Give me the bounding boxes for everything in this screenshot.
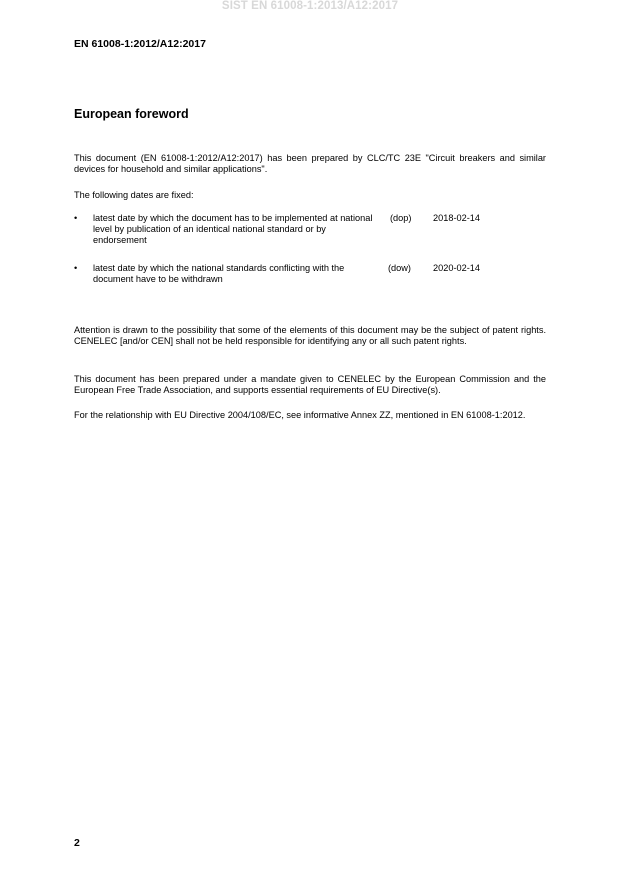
date-code: (dop): [390, 213, 412, 223]
date-value: 2018-02-14: [433, 213, 480, 223]
bullet-icon: •: [74, 263, 78, 273]
directive-paragraph: For the relationship with EU Directive 2004/108/EC, see informative Annex ZZ, mentioned in EN 61008-1:2012.: [74, 410, 526, 420]
dates-intro-paragraph: The following dates are fixed:: [74, 190, 194, 200]
date-description: latest date by which the document has to be implemented at national level by publication of an identical national standard or by endorsement: [93, 213, 373, 245]
bullet-icon: •: [74, 213, 78, 223]
intro-paragraph: This document (EN 61008-1:2012/A12:2017) has been prepared by CLC/TC 23E "Circuit breakers and similar devices for household and similar applications".: [74, 153, 546, 174]
patent-notice-paragraph: Attention is drawn to the possibility that some of the elements of this document may be the subject of patent rights. CENELEC [and/or CEN] shall not be held responsible for identifying any or all such patent rights.: [74, 325, 546, 346]
section-title: European foreword: [74, 107, 189, 121]
date-description: latest date by which the national standards conflicting with the document have to be withdrawn: [93, 263, 345, 284]
date-code: (dow): [388, 263, 411, 273]
watermark: SIST EN 61008-1:2013/A12:2017: [221, 0, 399, 12]
document-identifier: EN 61008-1:2012/A12:2017: [74, 38, 206, 50]
date-value: 2020-02-14: [433, 263, 480, 273]
mandate-paragraph: This document has been prepared under a mandate given to CENELEC by the European Commission and the European Free Trade Association, and supports essential requirements of EU Directive(s).: [74, 374, 546, 395]
list-item: [74, 213, 546, 247]
page-number: 2: [74, 837, 80, 849]
list-item: [74, 263, 546, 286]
